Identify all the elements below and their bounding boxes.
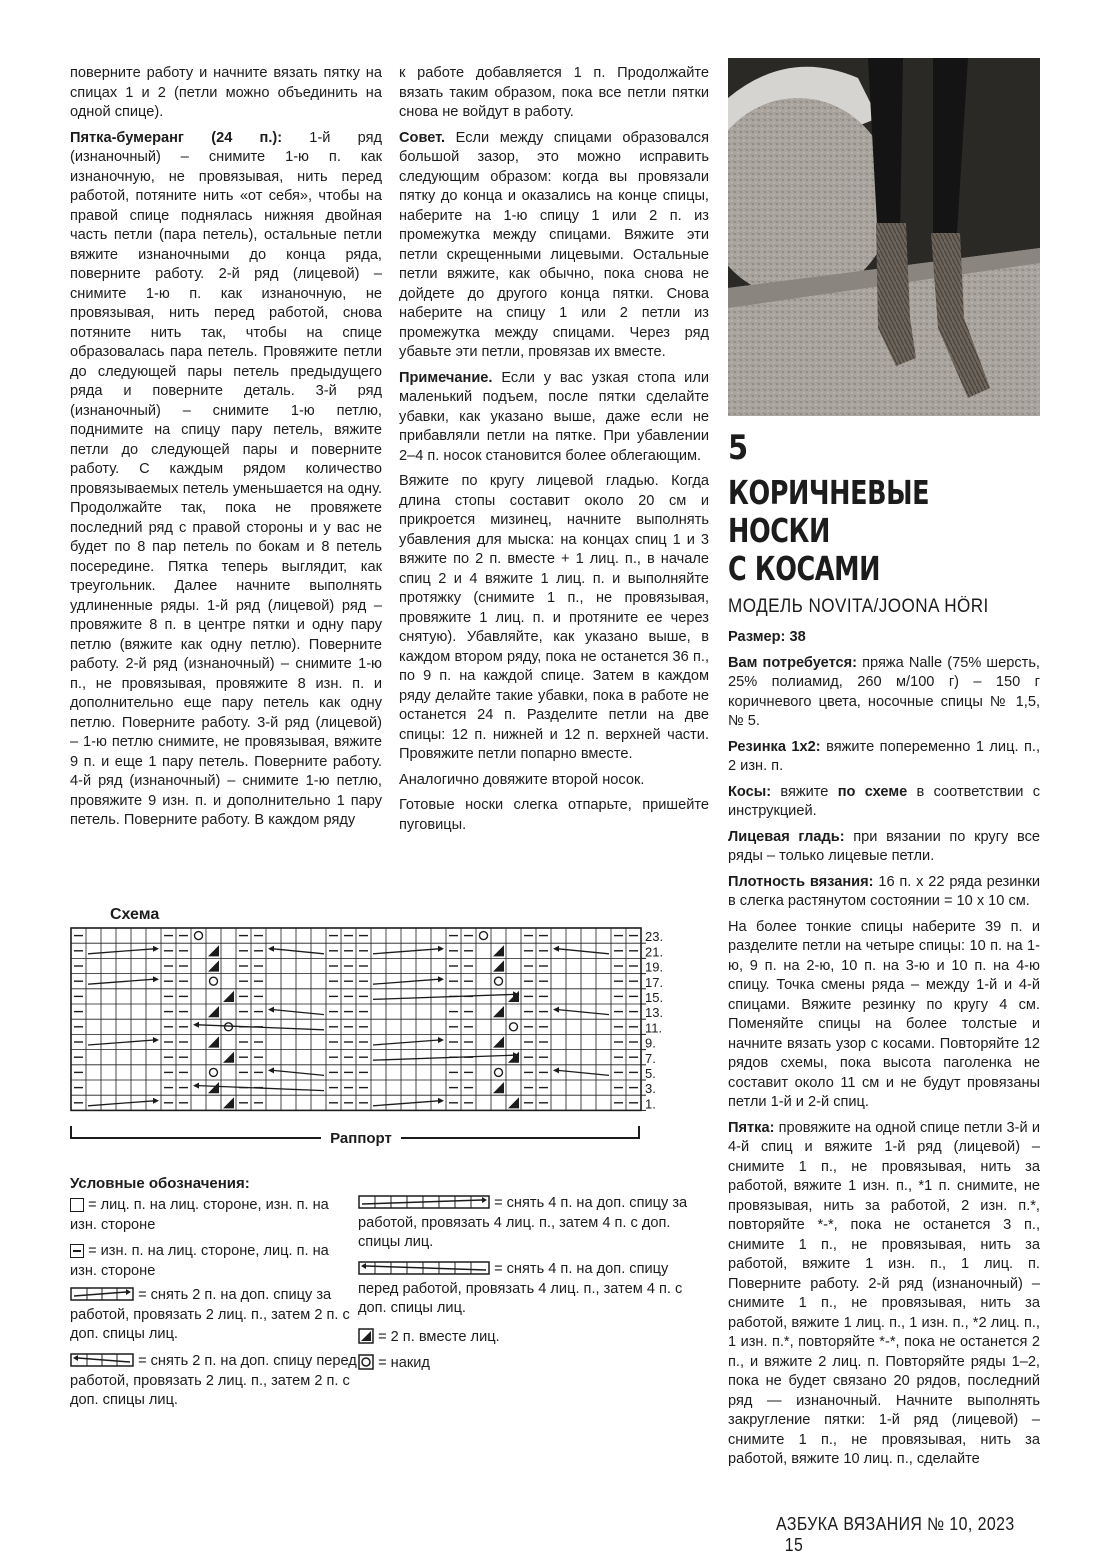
row-label: 1.	[645, 1096, 656, 1112]
socks-photo	[728, 58, 1040, 416]
cable-right-2-icon	[70, 1287, 134, 1301]
legend-cable-2-front: = снять 2 п. на доп. спицу перед работой, провязать 2 лиц. п., затем 2 п. с доп. спицы лиц.	[70, 1353, 357, 1408]
yarn-over-symbol-icon	[358, 1354, 374, 1370]
rib-paragraph: Резинка 1х2: вяжите попеременно 1 лиц. п., 2 изн. п.	[728, 738, 1040, 774]
paragraph: Аналогично довяжите второй носок.	[399, 771, 645, 788]
row-labels	[645, 929, 663, 1111]
paragraph: Готовые носки слегка отпарьте, пришейте пуговицы.	[399, 797, 709, 833]
stockinette-paragraph: Лицевая гладь: при вязании по кругу все ряды – только лицевые петли.	[728, 828, 1040, 864]
socks-photo-drawing	[728, 58, 1040, 416]
column-2	[399, 64, 709, 841]
row-label: 19.	[645, 959, 664, 975]
heel-paragraph: Пятка: провяжите на одной спице петли 3-й и 4-й спиц и вяжите 1-й ряд (лицевой) – снимите 1 п., не провязывая, нить за работой, вяжите 1 изн. п., *1 п. снимите, не провязывая, нить за работой, 2 изн. п.*, повторяйте *-*, пока не останется 3 п., снимите 1 п., не провязывая, нить за работой, вяжите 1 изн. п., 1 лиц. п. Поверните работу. 2-й ряд (изнаночный) – снимите 1 п., не провязывая, нить за работой, вяжите 1 лиц. п., 1 изн. п., *2 лиц. п., 1 изн. п.*, повторяйте *-*, пока не останется 2 п., и вяжите 2 лиц. п. Повторяйте ряды 1–2, пока не будет связано 20 рядов, последний ряд — изнаночный. Начните выполнять закругление пятки: 1-й ряд (лицевой) – снимите 1 п., не провязывая, нить за работой, вяжите 10 лиц. п., сделайте	[728, 1119, 1040, 1467]
knit-symbol-icon	[70, 1198, 84, 1212]
cable-left-2-icon	[70, 1353, 134, 1367]
row-label: 21.	[645, 944, 664, 960]
gauge-paragraph: Плотность вязания: 16 п. х 22 ряда резинки в слегка растянутом состоянии = 10 х 10 см.	[728, 873, 1040, 909]
materials-paragraph: Вам потребуется: пряжа Nalle (75% шерсть, 25% полиамид, 260 м/100 г) – 150 г коричневого цвета, носочные спицы № 1,5, № 5.	[728, 654, 1040, 729]
model-number: 5	[728, 428, 749, 468]
page-footer	[776, 1514, 1040, 1556]
chart-grid	[71, 928, 646, 1110]
k2tog-symbol-icon	[358, 1328, 374, 1344]
paragraph: поверните работу и начните вязать пятку на спицах 1 и 2 (петли можно объединить на одной спице).	[70, 65, 382, 120]
row-label: 7.	[645, 1050, 656, 1066]
heel-boomerang-heading: Пятка-бумеранг (24 п.):	[70, 129, 283, 146]
purl-symbol-icon	[70, 1244, 84, 1258]
row-label: 3.	[645, 1081, 656, 1097]
paragraph-tip: Совет. Если между спицами образовался большой зазор, это можно исправить следующим образом: когда вы провязали пятку до конца и оказались на конце спицы, наберите на 1-ю спицу 1 или 2 п. из промежутка между спицами. Вяжите эти петли скрещенными лицевыми. Остальные петли вяжите, как обычно, пока снова не дойдете до другого конца пятки. Снова наберите на спицу 1 или 2 петли из промежутка между спицами. Через ряд убавьте эти петли, провязав их вместе.	[399, 129, 709, 360]
legend-cable-2-back: = снять 2 п. на доп. спицу за работой, провязать 2 лиц. п., затем 2 п. с доп. спицы лиц.	[70, 1287, 350, 1342]
paragraph: На более тонкие спицы наберите 39 п. и разделите петли на четыре спицы: 10 п. на 1-ю, 9 п. на 2-ю, 10 п. на 3-ю и 10 п. на 4-ю спицу. Точка смены ряда – между 1-й и 4-й спицами. Вяжите резинку по кругу 4 см. Поменяйте спицы на более толстые и начните вязать узор с косами. Повторяйте 12 рядов схемы, пока высота паголенка не составит около 11 см и не будут провязаны петли 1-й и 2-й спиц.	[728, 918, 1040, 1110]
model-title: КОРИЧНЕВЫЕ НОСКИ С КОСАМИ	[728, 473, 930, 588]
page-number: 15	[784, 1535, 804, 1555]
cable-left-4-icon	[358, 1261, 490, 1275]
paragraph-note: Примечание. Если у вас узкая стопа или маленький подъем, после пятки сделайте убавки, как указано выше, даже если не прибавляли петли на пятке. При убавлении 2–4 п. носок становится более облегающим.	[399, 369, 709, 464]
cables-paragraph: Косы: вяжите по схеме в соответствии с инструкцией.	[728, 783, 1040, 819]
legend-k2tog: = 2 п. вместе лиц.	[358, 1328, 698, 1348]
paragraph: Вяжите по кругу лицевой гладью. Когда длина стопы составит около 20 см и прикроется мизинец, начните выполнять убавления для мыска: на концах спиц 1 и 3 вяжите по 2 п. вместе + 1 лиц. п., в начале спиц 2 и 4 вяжите 1 лиц. п. и выполняйте протяжку (снимите 1 п., не провязывая, провяжите 1 лиц. п. и протяните ее через снятую). Убавляйте, как указано выше, в каждом втором ряду, пока не останется 36 п., по 9 п. на каждой спице. Затем в каждом ряду делайте такие убавки, пока в работе не останется 24 п. Разделите петли на две спицы: 12 п. нижней и 12 п. верхней части. Провяжите петли попарно вместе.	[399, 473, 709, 762]
column-1	[70, 64, 382, 837]
column-3	[728, 58, 1040, 1476]
cable-right-4-icon	[358, 1195, 490, 1209]
legend-yarn-over: = накид	[358, 1354, 698, 1374]
legend-purl: = изн. п. на лиц. стороне, лиц. п. на изн. стороне	[70, 1243, 329, 1279]
knitting-chart	[66, 926, 686, 1154]
repeat-label: Раппорт	[330, 1130, 392, 1147]
row-label: 5.	[645, 1066, 656, 1081]
row-label: 17.	[645, 974, 664, 990]
schema-title: Схема	[110, 906, 160, 923]
tip-heading: Совет.	[399, 129, 446, 146]
legend-cable-4-back: = снять 4 п. на доп. спицу за работой, провязать 4 лиц. п., затем 4 п. с доп. спицы лиц.	[358, 1195, 688, 1250]
row-label: 13.	[645, 1005, 664, 1021]
note-heading: Примечание.	[399, 369, 493, 386]
size-line: Размер: 38	[728, 629, 806, 645]
paragraph: к работе добавляется 1 п. Продолжайте вязать таким образом, пока все петли пятки снова не войдут в работу.	[399, 65, 709, 120]
row-label: 15.	[645, 990, 664, 1005]
legend-cable-4-front: = снять 4 п. на доп. спицу перед работой, провязать 4 лиц. п., затем 4 п. с доп. спицы лиц.	[358, 1261, 683, 1316]
legend-title: Условные обозначения:	[70, 1175, 250, 1192]
magazine-title: АЗБУКА ВЯЗАНИЯ № 10, 2023	[776, 1514, 1015, 1534]
legend	[70, 1174, 710, 1408]
legend-knit: = лиц. п. на лиц. стороне, изн. п. на изн. стороне	[70, 1197, 329, 1233]
paragraph-heel-boomerang: Пятка-бумеранг (24 п.): 1-й ряд (изнаночный) – снимите 1-ю п. как изнаночную, не провязывая, нить перед работой, потяните нить «от себя», чтобы на правой спице поднялась нижняя двойная часть петли (пара петель), остальные петли вяжите изнаночными до конца ряда, поверните работу. 2-й ряд (лицевой) – снимите 1-ю п. как изнаночную, не провязывая, нить перед работой, снова потяните нить так, чтобы на спице образовалась пара петель. Провяжите петли до следующей пары петель предыдущего ряда и поверните деталь. 3-й ряд (изнаночный) – снимите 1-ю петлю, поднимите на спицу пару петель, вяжите петли до следующей пары и поверните работу. С каждым рядом количество провязываемых петель уменьшается на одну. Продолжайте так, пока не провяжете последний ряд с правой стороны и у вас не будет по 8 пар петель по бокам и 8 петель посередине. Пятка теперь выглядит, как треугольник. Далее начните выполнять удлиненные ряды. 1-й ряд (лицевой) ряд – провяжите 8 п. в центре пятки и одну пару петлю (вяжите как одну петлю). Поверните работу. 2-й ряд (изнаночный) – снимите 1-ю п., не провязывая, провяжите 8 изн. п. и дополнительно еще пару петель как одну петлю. Поверните работу. 3-й ряд (лицевой) – 1-ю петлю снимите, не провязывая, вяжите 9 п. и еще 1 пару петель. Поверните работу. 4-й ряд (изнаночный) – снимите 1-ю петлю, провяжите 9 изн. п. и дополнительно 1 пару петель. Поверните работу. В каждом ряду	[70, 129, 382, 828]
row-label: 23.	[645, 929, 664, 945]
row-label: 11.	[645, 1020, 663, 1036]
model-credit: МОДЕЛЬ NOVITA/JOONA HÖRI	[728, 596, 989, 617]
row-label: 9.	[645, 1035, 656, 1051]
